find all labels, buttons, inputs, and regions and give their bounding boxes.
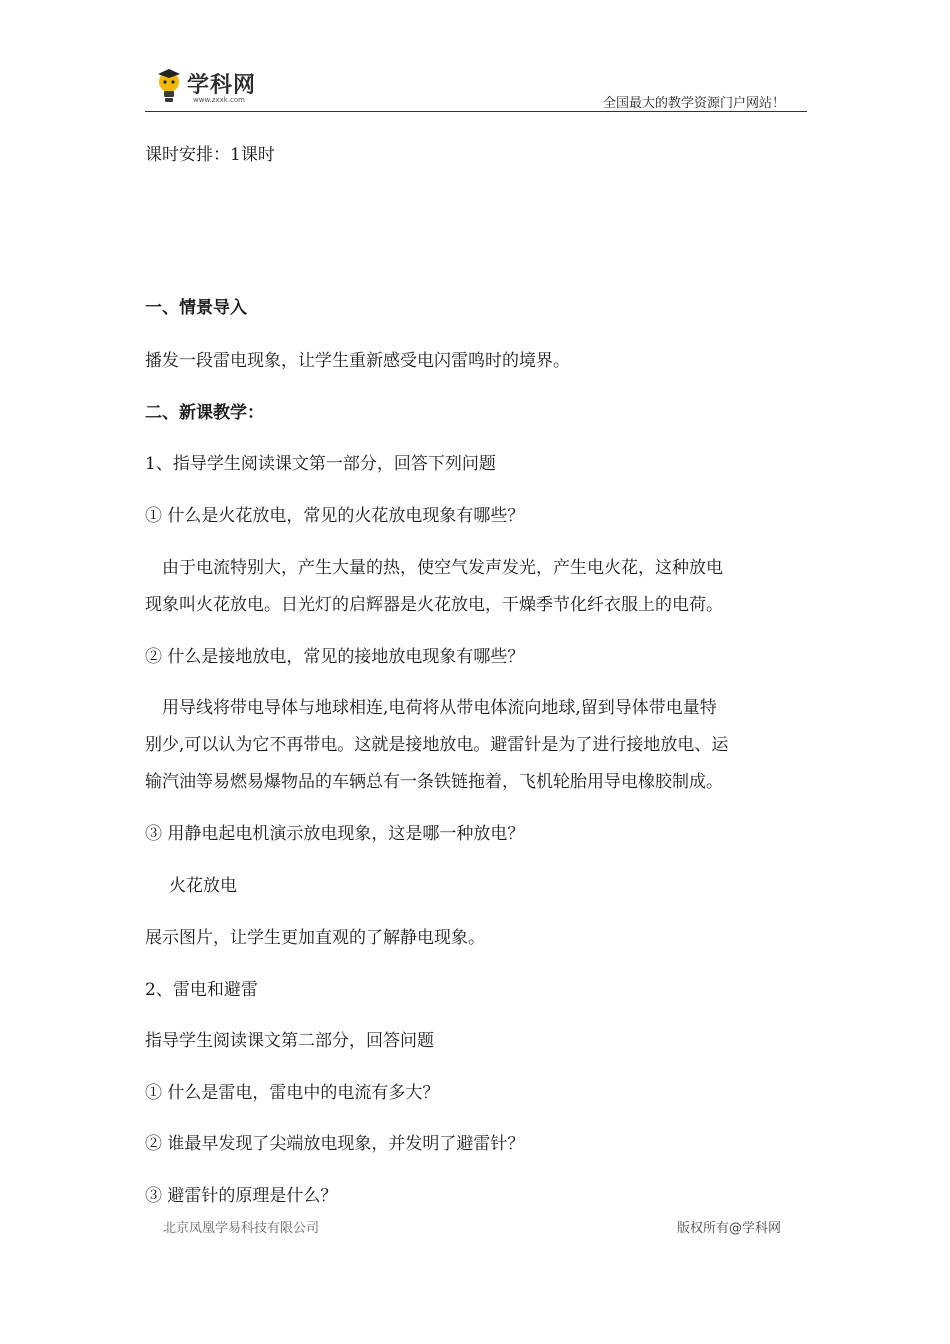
question-5: ② 谁最早发现了尖端放电现象，并发明了避雷针？ bbox=[145, 1134, 525, 1154]
question-2: ② 什么是接地放电，常见的接地放电现象有哪些？ bbox=[145, 647, 525, 667]
header-divider bbox=[145, 111, 807, 112]
section2-title: 二、新课教学： bbox=[145, 403, 264, 423]
question-1: ① 什么是火花放电，常见的火花放电现象有哪些？ bbox=[145, 506, 525, 526]
site-logo bbox=[153, 66, 263, 108]
answer-3: 火花放电 bbox=[169, 876, 237, 896]
item2-title: 2、雷电和避雷 bbox=[145, 980, 258, 1000]
lightbulb-mascot-icon bbox=[153, 68, 185, 108]
show-pictures-line: 展示图片，让学生更加直观的了解静电现象。 bbox=[145, 928, 485, 948]
question-3: ③ 用静电起电机演示放电现象，这是哪一种放电？ bbox=[145, 824, 525, 844]
item2-intro: 指导学生阅读课文第二部分，回答问题 bbox=[145, 1031, 434, 1051]
section1-text: 播发一段雷电现象，让学生重新感受电闪雷鸣时的境界。 bbox=[145, 351, 570, 371]
item1-title: 1、指导学生阅读课文第一部分，回答下列问题 bbox=[145, 454, 496, 474]
question-4: ① 什么是雷电，雷电中的电流有多大？ bbox=[145, 1083, 440, 1103]
page-header bbox=[145, 62, 807, 114]
schedule-line: 课时安排：1课时 bbox=[145, 145, 275, 165]
footer-company: 北京凤凰学易科技有限公司 bbox=[163, 1221, 320, 1236]
footer-copyright: 版权所有@学科网 bbox=[677, 1221, 782, 1236]
logo-text: 学科网 bbox=[187, 73, 257, 98]
answer-2-line-3: 输汽油等易燃易爆物品的车辆总有一条铁链拖着，飞机轮胎用导电橡胶制成。 bbox=[145, 772, 723, 792]
logo-url: www.zxxk.com bbox=[193, 96, 245, 104]
question-6: ③ 避雷针的原理是什么？ bbox=[145, 1186, 338, 1206]
answer-2-line-1: 用导线将带电导体与地球相连,电荷将从带电体流向地球,留到导体带电量特 bbox=[162, 698, 717, 718]
answer-1-line-1: 由于电流特别大，产生大量的热，使空气发声发光，产生电火花，这种放电 bbox=[162, 558, 723, 578]
header-slogan: 全国最大的教学资源门户网站！ bbox=[602, 96, 785, 111]
answer-1-line-2: 现象叫火花放电。日光灯的启辉器是火花放电，干燥季节化纤衣服上的电荷。 bbox=[145, 595, 723, 615]
answer-2-line-2: 别少,可以认为它不再带电。这就是接地放电。避雷针是为了进行接地放电、运 bbox=[145, 735, 729, 755]
section1-title: 一、情景导入 bbox=[145, 298, 247, 318]
